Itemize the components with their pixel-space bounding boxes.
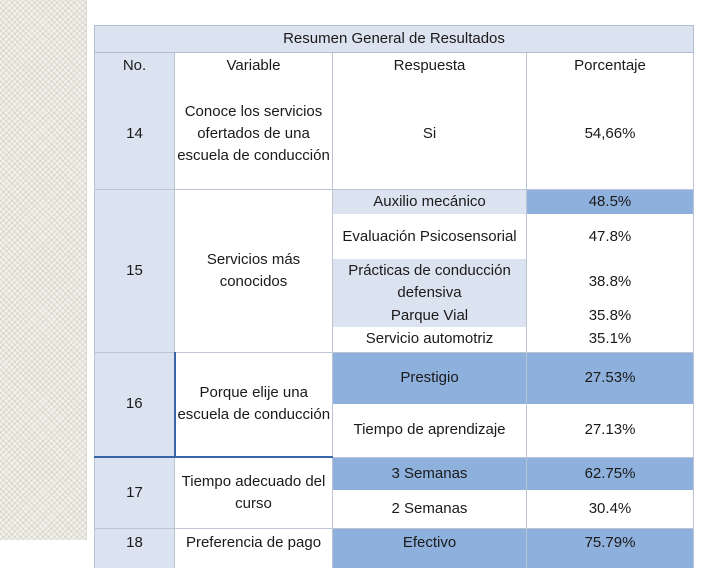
row-porcentaje: 75.79% bbox=[527, 528, 694, 568]
row-porcentaje: 38.8% bbox=[527, 259, 694, 304]
header-variable: Variable bbox=[175, 53, 333, 80]
row-respuesta: Parque Vial bbox=[333, 304, 527, 327]
row-number: 16 bbox=[95, 352, 175, 457]
row-porcentaje: 62.75% bbox=[527, 457, 694, 490]
row-variable: Porque elije una escuela de conducción bbox=[175, 352, 333, 457]
row-porcentaje: 30.4% bbox=[527, 490, 694, 528]
row-respuesta: Evaluación Psicosensorial bbox=[333, 214, 527, 259]
row-respuesta: 3 Semanas bbox=[333, 457, 527, 490]
table-title: Resumen General de Resultados bbox=[95, 26, 694, 53]
row-variable: Conoce los servicios ofertados de una escuela de conducción bbox=[175, 79, 333, 189]
row-porcentaje: 27.13% bbox=[527, 404, 694, 457]
row-porcentaje: 48.5% bbox=[527, 189, 694, 214]
row-number: 18 bbox=[95, 528, 175, 568]
row-porcentaje: 35.1% bbox=[527, 327, 694, 352]
row-porcentaje: 27.53% bbox=[527, 352, 694, 404]
row-variable: Servicios más conocidos bbox=[175, 189, 333, 352]
row-respuesta: 2 Semanas bbox=[333, 490, 527, 528]
row-respuesta: Auxilio mecánico bbox=[333, 189, 527, 214]
row-variable: Preferencia de pago bbox=[175, 528, 333, 568]
row-respuesta: Efectivo bbox=[333, 528, 527, 568]
row-number: 14 bbox=[95, 79, 175, 189]
background-pattern bbox=[0, 0, 86, 540]
row-respuesta: Prácticas de conducción defensiva bbox=[333, 259, 527, 304]
row-respuesta: Tiempo de aprendizaje bbox=[333, 404, 527, 457]
row-respuesta: Prestigio bbox=[333, 352, 527, 404]
header-porcentaje: Porcentaje bbox=[527, 53, 694, 80]
header-no: No. bbox=[95, 53, 175, 80]
results-summary-table bbox=[94, 25, 694, 568]
row-variable: Tiempo adecuado del curso bbox=[175, 457, 333, 528]
row-number: 15 bbox=[95, 189, 175, 352]
row-porcentaje: 35.8% bbox=[527, 304, 694, 327]
header-respuesta: Respuesta bbox=[333, 53, 527, 80]
row-porcentaje: 54,66% bbox=[527, 79, 694, 189]
row-respuesta: Servicio automotriz bbox=[333, 327, 527, 352]
row-respuesta: Si bbox=[333, 79, 527, 189]
row-number: 17 bbox=[95, 457, 175, 528]
row-porcentaje: 47.8% bbox=[527, 214, 694, 259]
